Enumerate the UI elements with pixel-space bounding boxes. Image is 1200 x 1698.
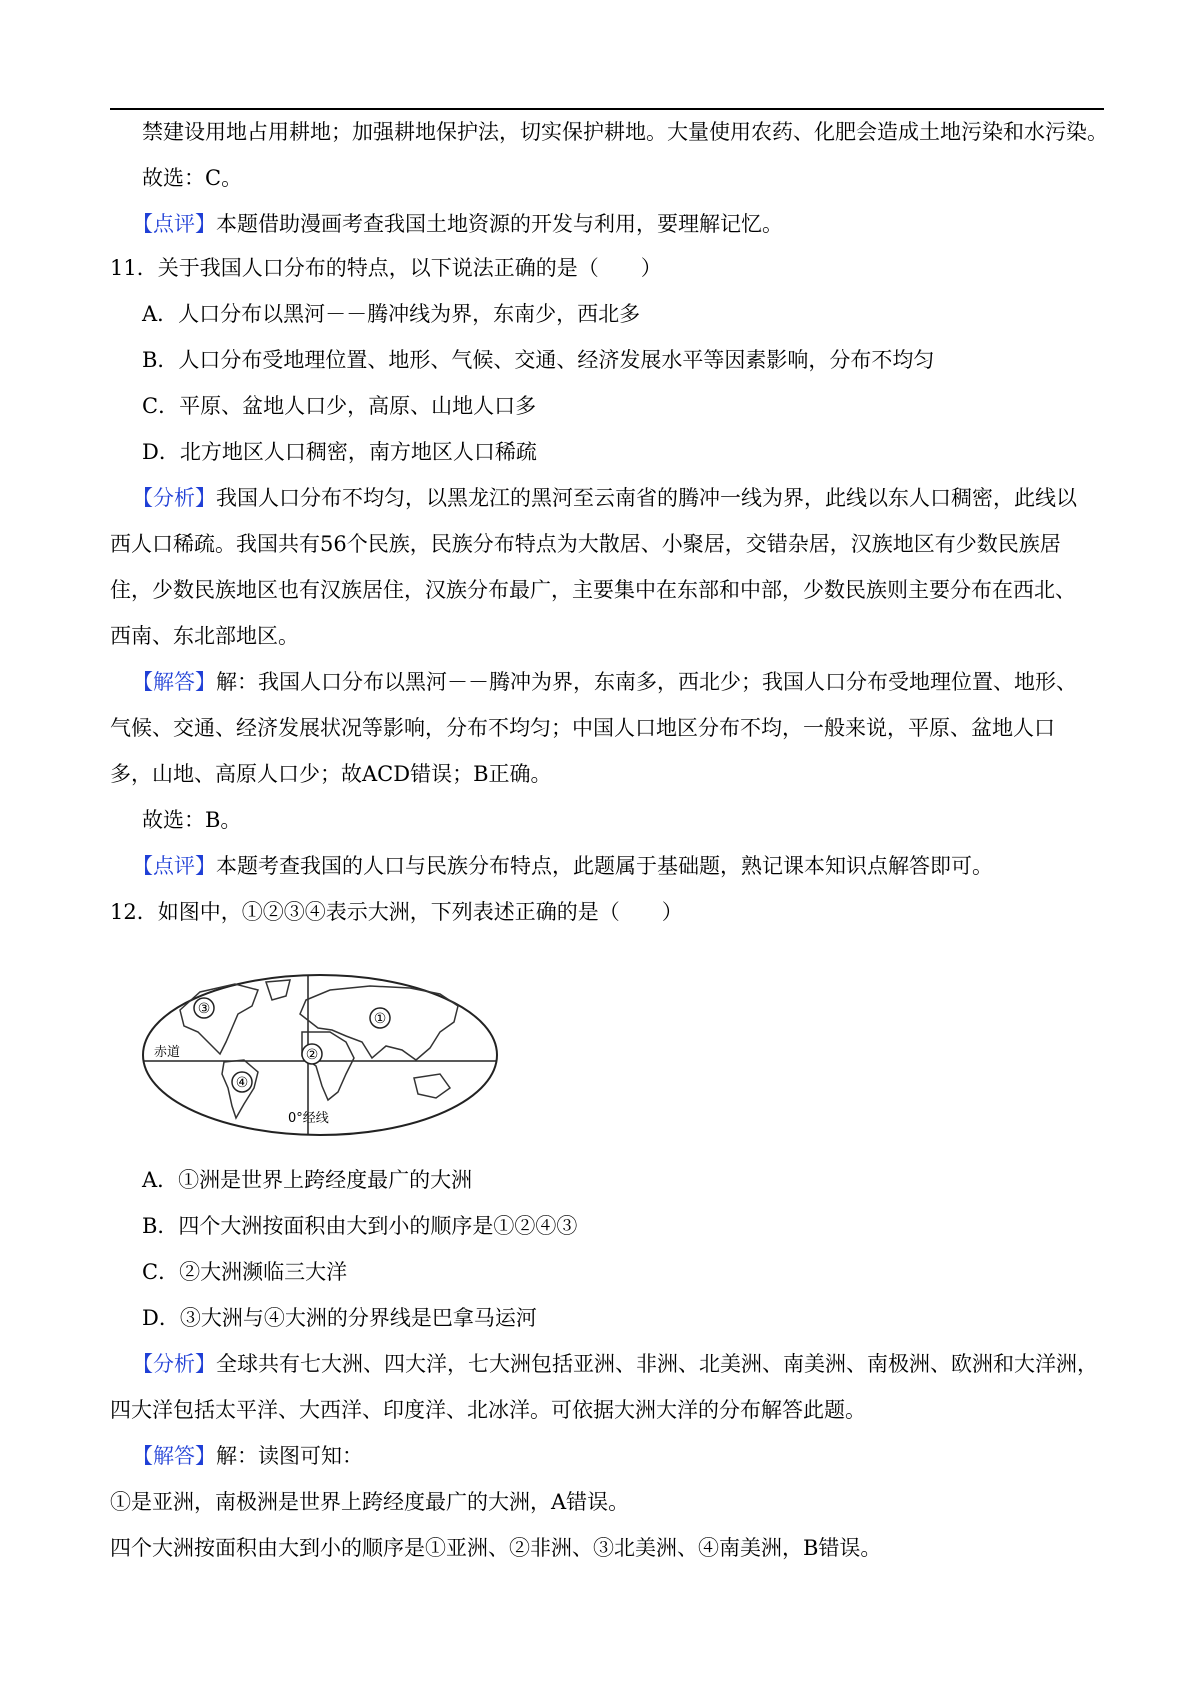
q12-option-c: C．②大洲濒临三大洋 [142, 1260, 348, 1284]
answer-text: 解：读图可知： [216, 1444, 363, 1468]
q11-answer-line: 气候、交通、经济发展状况等影响，分布不均匀；中国人口地区分布不均，一般来说，平原、盆地人口 [110, 716, 1055, 740]
marker-4-label: ④ [235, 1075, 249, 1091]
q11-stem: 11．关于我国人口分布的特点，以下说法正确的是（ ） [110, 256, 662, 280]
marker-1 [370, 1008, 390, 1028]
q12-option-b: B．四个大洲按面积由大到小的顺序是①②④③ [142, 1214, 578, 1238]
q12-answer-line [132, 1442, 363, 1470]
q11-choose: 故选：B。 [142, 808, 242, 832]
answer-tag: 【解答】 [132, 1444, 216, 1468]
q11-analysis-line: 西人口稀疏。我国共有56个民族，民族分布特点为大散居、小聚居，交错杂居，汉族地区有少数民族居 [110, 532, 1061, 556]
comment-tag: 【点评】 [132, 854, 216, 878]
q12-answer-line: 四个大洲按面积由大到小的顺序是①亚洲、②非洲、③北美洲、④南美洲，B错误。 [110, 1536, 882, 1560]
header-rule [110, 108, 1104, 110]
q11-option-b: B．人口分布受地理位置、地形、气候、交通、经济发展水平等因素影响，分布不均匀 [142, 348, 935, 372]
equator-label: 赤道 [154, 1045, 181, 1060]
comment-text: 本题借助漫画考查我国土地资源的开发与利用，要理解记忆。 [216, 212, 783, 236]
prev-comment [132, 210, 783, 238]
prev-choose: 故选：C。 [142, 166, 243, 190]
q12-option-a: A．①洲是世界上跨经度最广的大洲 [142, 1168, 473, 1192]
q11-option-c: C．平原、盆地人口少，高原、山地人口多 [142, 394, 537, 418]
answer-text: 解：我国人口分布以黑河－－腾冲为界，东南多，西北少；我国人口分布受地理位置、地形、 [216, 670, 1077, 694]
analysis-tag: 【分析】 [132, 486, 216, 510]
meridian-label: 0°经线 [288, 1111, 329, 1126]
q12-stem: 12．如图中，①②③④表示大洲，下列表述正确的是（ ） [110, 900, 683, 924]
comment-tag: 【点评】 [132, 212, 216, 236]
q11-comment [132, 852, 993, 880]
marker-2 [302, 1044, 322, 1064]
q12-option-d: D．③大洲与④大洲的分界线是巴拿马运河 [142, 1306, 537, 1330]
q12-answer-line: ①是亚洲，南极洲是世界上跨经度最广的大洲，A错误。 [110, 1490, 630, 1514]
marker-3 [194, 998, 214, 1018]
comment-text: 本题考查我国的人口与民族分布特点，此题属于基础题，熟记课本知识点解答即可。 [216, 854, 993, 878]
answer-tag: 【解答】 [132, 670, 216, 694]
marker-3-label: ③ [197, 1001, 211, 1017]
q11-option-a: A．人口分布以黑河－－腾冲线为界，东南少，西北多 [142, 302, 641, 326]
q12-analysis-line: 四大洋包括太平洋、大西洋、印度洋、北冰洋。可依据大洲大洋的分布解答此题。 [110, 1398, 866, 1422]
q12-analysis-line [132, 1350, 1098, 1378]
q11-answer-line [132, 668, 1077, 696]
analysis-tag: 【分析】 [132, 1352, 216, 1376]
analysis-text: 我国人口分布不均匀，以黑龙江的黑河至云南省的腾冲一线为界，此线以东人口稠密，此线以 [216, 486, 1077, 510]
marker-2-label: ② [305, 1047, 319, 1063]
marker-4 [232, 1072, 252, 1092]
world-map-figure [140, 970, 500, 1140]
q11-answer-line: 多，山地、高原人口少；故ACD错误；B正确。 [110, 762, 552, 786]
analysis-text: 全球共有七大洲、四大洋，七大洲包括亚洲、非洲、北美洲、南美洲、南极洲、欧洲和大洋洲， [216, 1352, 1098, 1376]
prev-text-line: 禁建设用地占用耕地；加强耕地保护法，切实保护耕地。大量使用农药、化肥会造成土地污染和水污染。 [142, 120, 1108, 144]
q11-option-d: D．北方地区人口稠密，南方地区人口稀疏 [142, 440, 537, 464]
q11-analysis-line [132, 484, 1077, 512]
marker-1-label: ① [373, 1011, 387, 1027]
q11-analysis-line: 住，少数民族地区也有汉族居住，汉族分布最广，主要集中在东部和中部，少数民族则主要分布在西北、 [110, 578, 1076, 602]
q11-analysis-line: 西南、东北部地区。 [110, 624, 299, 648]
